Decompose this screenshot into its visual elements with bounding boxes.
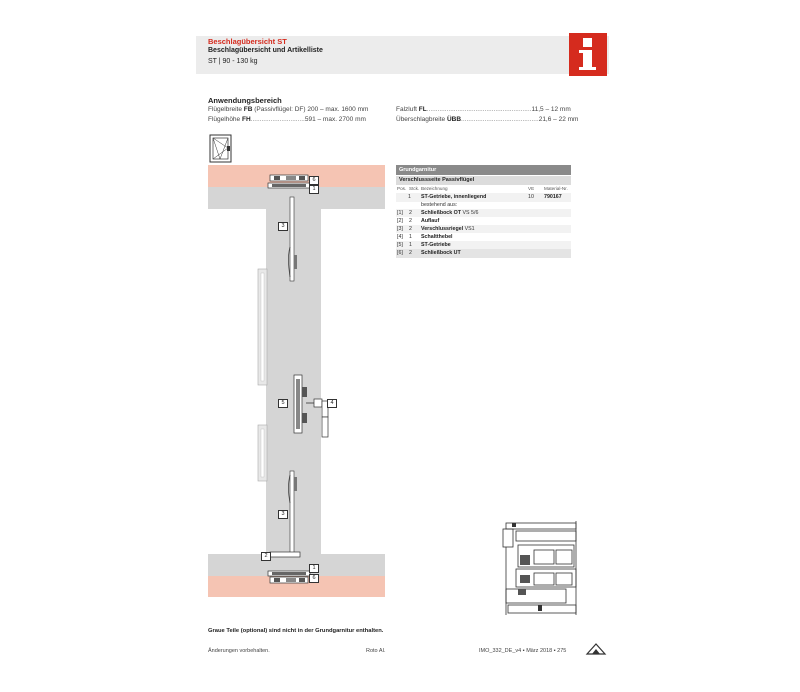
profile-cross-section xyxy=(498,517,580,617)
table-row: bestehend aus: xyxy=(421,202,458,208)
badge-3-bottom: 3 xyxy=(278,510,288,519)
table-row: [3] xyxy=(397,226,403,232)
table-row: [2] xyxy=(397,218,403,224)
roto-logo-icon xyxy=(585,642,607,656)
section-title: Anwendungsbereich xyxy=(208,96,282,105)
table-row: 1 xyxy=(408,194,411,200)
table-row: [4] xyxy=(397,234,403,240)
table-row: Verschlussriegel VS1 xyxy=(421,226,475,232)
info-icon xyxy=(569,33,607,76)
footer-doc-id: IMO_332_DE_v4 ▪ März 2018 ▪ 275 xyxy=(479,648,567,654)
col-mat: Material-Nr. xyxy=(544,186,568,191)
badge-5: 5 xyxy=(278,399,288,408)
spec-fl: Falzluft FL..........................................................11,5 – 12 mm xyxy=(396,106,571,113)
table-row: ST-Getriebe, innenliegend xyxy=(421,194,487,200)
table-row: 10 xyxy=(528,194,534,200)
weight-range: ST | 90 - 130 kg xyxy=(208,58,258,65)
badge-3-top: 3 xyxy=(278,222,288,231)
col-name: Bezeichnung xyxy=(421,186,448,191)
table-row: Schaltthebel xyxy=(421,234,453,240)
table-row: Schließbock UT xyxy=(421,250,461,256)
table-row: 2 xyxy=(409,226,412,232)
badge-6-top: 6 xyxy=(309,176,319,185)
col-pos: Pos. xyxy=(397,186,407,191)
page-subtitle: Beschlagübersicht und Artikelliste xyxy=(208,47,323,54)
footer-disclaimer: Änderungen vorbehalten. xyxy=(208,648,270,654)
table-row: 2 xyxy=(409,218,412,224)
page-title: Beschlagübersicht ST xyxy=(208,37,287,46)
table-row: Schließbock OT VS 5/6 xyxy=(421,210,479,216)
table-subtitle: Verschlussseite Passivflügel xyxy=(396,176,571,185)
top-frame-gray xyxy=(208,187,385,209)
fitting-drawing xyxy=(206,165,386,597)
badge-1-bottom: 1 xyxy=(309,564,319,573)
col-qty: Stck. xyxy=(409,186,420,191)
col-ve: VE xyxy=(528,186,535,191)
table-row: [6] xyxy=(397,250,403,256)
table-row: Auflauf xyxy=(421,218,440,224)
table-row: 2 xyxy=(409,210,412,216)
spec-uebb: Überschlagbreite ÜBB...........................................21,6 – 22 mm xyxy=(396,116,579,123)
badge-4: 4 xyxy=(327,399,337,408)
window-symbol-icon xyxy=(207,132,235,166)
table-row: [1] xyxy=(397,210,403,216)
footnote: Graue Teile (optional) sind nicht in der Grundgarnitur enthalten. xyxy=(208,628,384,634)
badge-2: 2 xyxy=(261,552,271,561)
table-row: [5] xyxy=(397,242,403,248)
table-row: 2 xyxy=(409,250,412,256)
table-row: 790167 xyxy=(544,194,562,200)
table-row: ST-Getriebe xyxy=(421,242,451,248)
spec-fb: Flügelbreite FB (Passivflügel: DF) 200 – max. 1600 mm xyxy=(208,106,369,113)
badge-1-top: 1 xyxy=(309,185,319,194)
spec-fh: Flügelhöhe FH..............................591 – max. 2700 mm xyxy=(208,116,366,123)
footer-company: Roto AI. xyxy=(366,648,386,654)
badge-6-bottom: 6 xyxy=(309,574,319,583)
table-row: 1 xyxy=(409,242,412,248)
table-title: Grundgarnitur xyxy=(396,165,571,175)
table-row: 1 xyxy=(409,234,412,240)
